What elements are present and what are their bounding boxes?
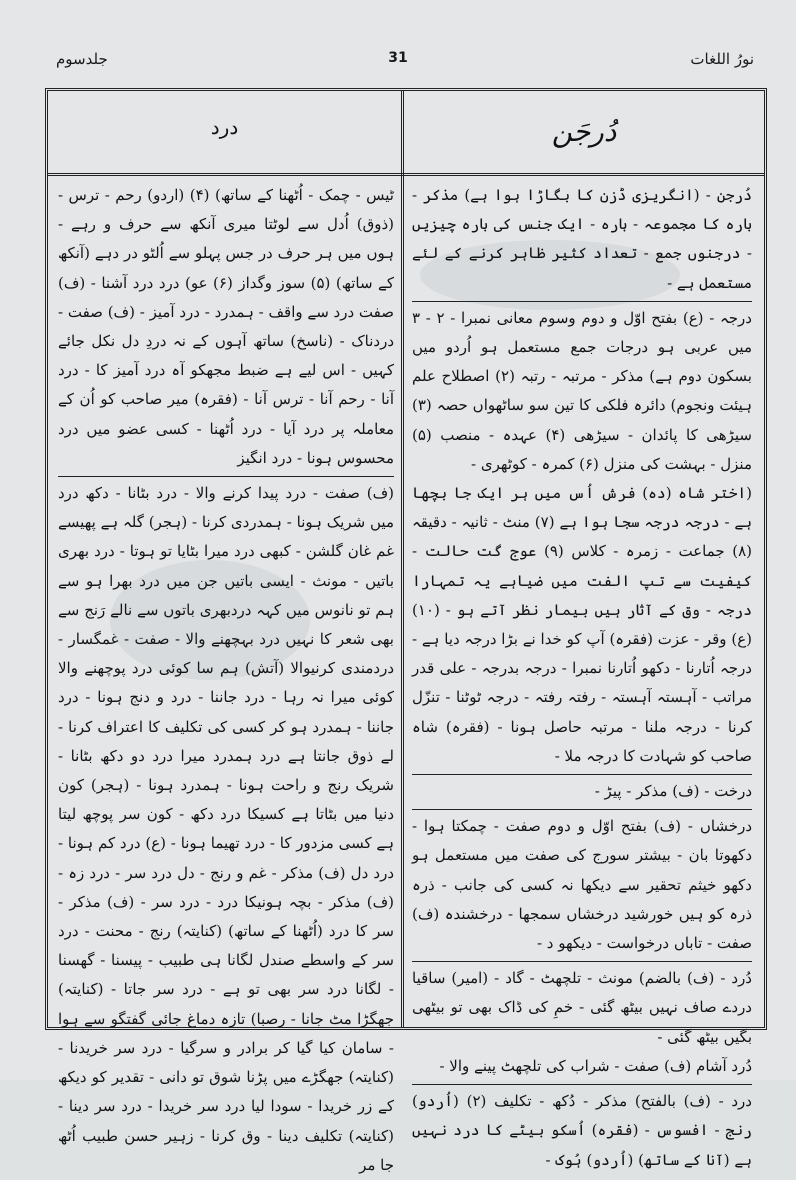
entry-dard-compounds: (ف) صفت - درد پیدا کرنے والا - درد بٹانا - دکھ درد میں شریک ہونا - ہمدردی کرنا - (ہجر) گلہ ہے پھیسے غم غان گلشن - کبھی درد میرا بٹایا تو ہوتا - درد بھری باتیں - مونث - ایسی باتیں جن میں درد بھرا ہو سے ہم تو نانوس میں کہہ دردبھری باتوں سے نالے رَنج سے بھی شعر کا نہیں درد بہچھنے والا - صفت - غمگسار - دردمندی کرنیوالا (آتش) ہم سا کوئی درد پوچھنے والا کوئی میرا نہ رہا - درد جاننا - درد و دنج ہونا - درد جاننا - ہمدرد ہو کر کسی کی تکلیف کا اعتراف کرنا - لے ذوق جانتا ہے درد ہمدرد میرا درد دو دکھ بٹانا - شریک رنج و راحت ہونا - ہمدرد ہونا - (ہجر) کون دنیا میں بٹاتا ہے کسیکا درد دکھ - کون سر پوچھ لیتا ہے کسی مزدور کا - درد تھیما ہونا - (ع) درد کم ہونا - درد دل (ف) مذکر - غم و رنج - دل درد سر - درد زہ - (ف) مذکر - بچہ ہونیکا درد - درد سر - (ف) مذکر - سر کا درد (اُٹھنا کے ساتھ) (کنایتہ) رنج - محنت - درد سر کے واسطے صندل لگانا ہی طبیب - پیسنا - گھسنا - لگانا درد سر بھی تو ہے - درد سر جاتا - (کنایتہ) جھگڑا مٹ جانا - رصبا) تازہ دماغ جائی گفتگو سے ہوا - سامان کیا گیا کر برادر و سرگیا - درد سر خریدنا - (کنایتہ) جھگڑے میں پڑنا شوق تو دانی - تقدیر کو دیکھ کے زر خریدا - سودا لیا درد سر خریدا - درد سر دینا - (کنایتہ) تکلیف دینا - وق کرنا - زہیر حسن طبیب اُٹھ جا مر <box>58 484 394 1174</box>
entry-separator <box>58 476 394 477</box>
right-column-heading: دُرجَن <box>551 115 617 148</box>
entry-durd-asham: دُرد آشام (ف) صفت - شراب کی تلچھٹ پینے والا - <box>439 1056 752 1075</box>
book-title: نورُ اللغات <box>690 50 754 68</box>
entry-separator <box>412 809 752 810</box>
entry-durjan: دُرجن - (انگریزی ڈزن کا بگاڑا ہوا ہے) مذکر - بارہ کا مجموعہ - بارہ - ایک جنس کی بارہ چیزیں - درجنوں جمع - تعداد کثیر ظاہر کرنے کے لئے مستعمل ہے - <box>412 186 752 292</box>
entry-separator <box>412 1084 752 1085</box>
page-number: 31 <box>388 50 408 66</box>
right-column-text <box>412 181 753 1169</box>
entry-darakhshan: درخشاں - (ف) بفتح اوّل و دوم صفت - چمکتا ہوا - دکھوتا بان - بیشتر سورج کی صفت میں مستعمل ہو دکھو خیثم تحقیر سے دیکھا نہ کسی کی جانب - ذرہ ذرہ کو ہیں خورشید درخشاں سمجھا - درخشندہ (ف) صفت - تاباں درخواست - دیکھو د - <box>412 817 752 953</box>
left-column-heading: درد <box>210 115 239 139</box>
entry-dard-continued: ٹیس - چمک - اُٹھنا کے ساتھ) (۴) (اردو) رحم - ترس - (ذوق) اُدل سے لوٹتا میری آنکھ سے حرف و رہے - ہوں میں ہر حرف در جس پہلو سے اُلٹو در دہے (آنکھ کے ساتھ) (۵) سوز وگداز (۶) عو) درد درد آشنا - (ف) صفت درد سے واقف - ہمدرد - درد آمیز - (ف) صفت - دردناک - (ناسخ) ساتھ آہوں کے نہ دردِ دل نکل جائے کہیں - اس لیے ہے ضبط مجھکو آہ درد آمیز کا - درد آنا - رحم آنا - ترس آنا - (فقرہ) میر صاحب کو اُن کے معاملہ پر درد آیا - درد اُٹھنا - کسی عضو میں درد محسوس ہونا - درد انگیز <box>58 186 394 467</box>
entry-darja-continued: (اختر شاہ (دہ) فرش اُس میں ہر ایک جا بچھا ہے - درجہ درجہ سجا ہوا ہے (۷) منٹ - ثانیہ - دقیقہ (۸) جماعت - زمرہ - کلاس (۹) عوج گت حالت - کیفیت سے تپ الفت میں ضیاہے یہ تمہارا درجہ - وق کے آثار ہیں بیمار نظر آتے ہو - (۱۰) (ع) وقر - عزت (فقرہ) آپ کو خدا نے بڑا درجہ دیا ہے - درجہ اُتارنا - دکھو اُتارنا نمبرا - درجہ بدرجہ - علی قدر مراتب - آہستہ آہستہ - رفتہ رفتہ - درجہ ٹوٹنا - تنزّل کرنا - درجہ ملنا - مرتبہ حاصل ہونا - (فقرہ) شاہ صاحب کو شہادت کا درجہ ملا - <box>412 484 753 765</box>
entry-separator <box>412 961 752 962</box>
entry-separator <box>412 774 752 775</box>
page-frame <box>45 88 767 1174</box>
column-divider <box>401 91 404 1027</box>
entry-durd: دُرد - (ف) بالضم) مونث - تلچھٹ - گاد - (امیر) ساقیا دردے صاف نہیں بیٹھ گئی - خمِ کی ڈاک بھی تو بیٹھی بگیں بیٹھ گئی - <box>412 969 752 1046</box>
entry-darakht: درخت - (ف) مذکر - پیڑ - <box>594 782 752 801</box>
left-column-text <box>58 181 394 1174</box>
column-header-row <box>48 91 764 176</box>
entry-dard: درد - (ف) بالفتح) مذکر - دُکھ - تکلیف (۲) (اُردو) رنج - افسوس - (فقرہ) اُسکو بیٹے کا درد نہیں ہے (آنا کے ساتھ) (اُردو) ہُوک - <box>412 1092 752 1169</box>
running-head <box>40 50 756 74</box>
volume-label: جلدسوم <box>56 50 108 68</box>
entry-separator <box>412 301 752 302</box>
entry-darja: درجہ - (ع) بفتح اوّل و دوم وسوم معانی نمبرا - ۲ - ۳ میں عربی ہو درجات جمع مستعمل ہو اُردو میں بسکون دوم ہے) مذکر - مرتبہ - رتبہ (۲) اصطلاح علم ہیئت ونجوم) دائرہ فلکی کا تین سو ساٹھواں حصہ (۳) سیڑھی کا پائدان - سیڑھی (۴) عہدہ - منصب (۵) منزل - بہشت کی منزل (۶) کمرہ - کوٹھری - <box>412 308 752 473</box>
